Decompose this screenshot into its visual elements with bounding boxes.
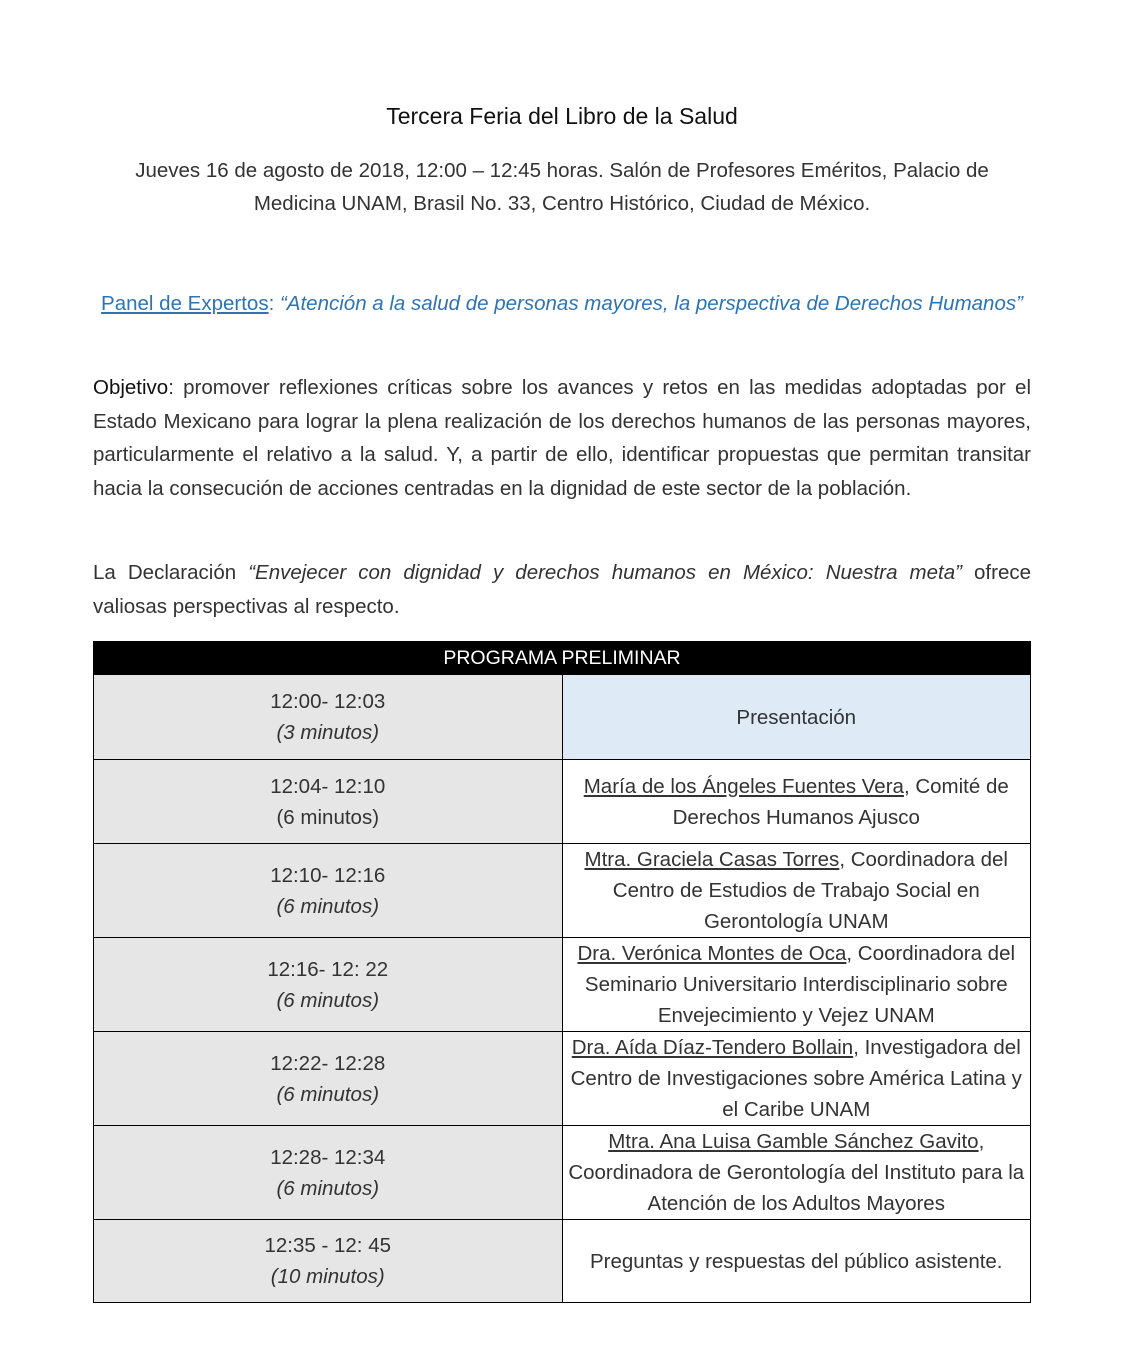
program-row [94,1220,1031,1303]
time-range: 12:04- 12:10 [270,774,386,798]
program-header: PROGRAMA PRELIMINAR [94,642,1031,675]
objective-paragraph [93,371,1031,505]
event-details-line2: Medicina UNAM, Brasil No. 33, Centro Histórico, Ciudad de México. [253,192,871,215]
time-cell [94,1032,563,1126]
panel-heading [93,287,1031,321]
speaker-role: , Coordinadora del Seminario Universitario Interdisciplinario sobre Envejecimiento y Vejez UNAM [584,942,1016,1027]
time-range: 12:16- 12: 22 [267,957,389,981]
program-row [94,675,1031,760]
duration: (6 minutos) [276,988,380,1012]
time-cell [94,760,563,844]
speaker-role: , Coordinadora del Centro de Estudios de Trabajo Social en Gerontología UNAM [612,848,1008,933]
time-range: 12:10- 12:16 [270,863,386,887]
description-cell [562,760,1031,844]
time-cell [94,844,563,938]
duration: (6 minutos) [276,1176,380,1200]
description-text: Preguntas y respuestas del público asistente. [589,1249,1003,1273]
time-range: 12:22- 12:28 [270,1051,386,1075]
description-cell [562,1032,1031,1126]
time-range: 12:28- 12:34 [270,1145,386,1169]
time-cell [94,1126,563,1220]
declaration-prefix: La Declaración [93,561,249,584]
program-row [94,760,1031,844]
panel-separator: : [268,292,280,315]
description-text: Presentación [736,705,857,729]
program-row [94,1126,1031,1220]
duration: (6 minutos) [276,805,380,829]
speaker-name: Dra. Aída Díaz-Tendero Bollain [571,1036,854,1059]
duration: (10 minutos) [270,1265,385,1288]
duration: (3 minutos) [276,721,380,744]
speaker-name: María de los Ángeles Fuentes Vera [583,774,904,798]
time-range: 12:35 - 12: 45 [264,1234,391,1257]
description-cell [562,675,1031,760]
program-row [94,1032,1031,1126]
speaker-name: Mtra. Graciela Casas Torres [584,848,840,871]
event-details [93,154,1031,220]
objective-label: Objetivo [93,376,169,399]
speaker-role: , Comité de Derechos Humanos Ajusco [672,774,1009,829]
objective-text: : promover reflexiones críticas sobre los avances y retos en las medidas adoptadas por el Estado Mexicano para lograr la plena realización de los derechos humanos de las personas mayores, particularmente el relativo a la salud. Y, a partir de ello, identificar propuestas que permitan transitar hacia la consecución de acciones centradas en la dignidad de este sector de la población. [93,376,1031,500]
duration: (6 minutos) [276,894,380,918]
page-title: Tercera Feria del Libro de la Salud [386,103,738,129]
description-cell [562,1126,1031,1220]
time-cell [94,1220,563,1303]
time-cell [94,675,563,760]
speaker-role: , Coordinadora de Gerontología del Instituto para la Atención de los Adultos Mayores [568,1130,1025,1215]
program-header-row [94,642,1031,675]
duration: (6 minutos) [276,1082,380,1106]
panel-label: Panel de Expertos [101,292,269,315]
program-table [93,641,1031,1303]
speaker-name: Mtra. Ana Luisa Gamble Sánchez Gavito [608,1130,979,1153]
program-row [94,938,1031,1032]
time-range: 12:00- 12:03 [270,690,386,713]
declaration-name: “Envejecer con dignidad y derechos humanos en México: Nuestra meta” [248,561,962,584]
program-row [94,844,1031,938]
time-cell [94,938,563,1032]
declaration-suffix: ofrece valiosas perspectivas al respecto. [93,561,1032,618]
speaker-role: , Investigadora del Centro de Investigaciones sobre América Latina y el Caribe UNAM [570,1036,1022,1121]
panel-name: “Atención a la salud de personas mayores, la perspectiva de Derechos Humanos” [279,292,1023,315]
speaker-name: Dra. Verónica Montes de Oca [577,942,847,965]
declaration-paragraph [93,556,1031,623]
description-cell [562,1220,1031,1303]
description-cell [562,938,1031,1032]
description-cell [562,844,1031,938]
event-details-line1: Jueves 16 de agosto de 2018, 12:00 – 12:45 horas. Salón de Profesores Eméritos, Palacio de [135,159,989,182]
